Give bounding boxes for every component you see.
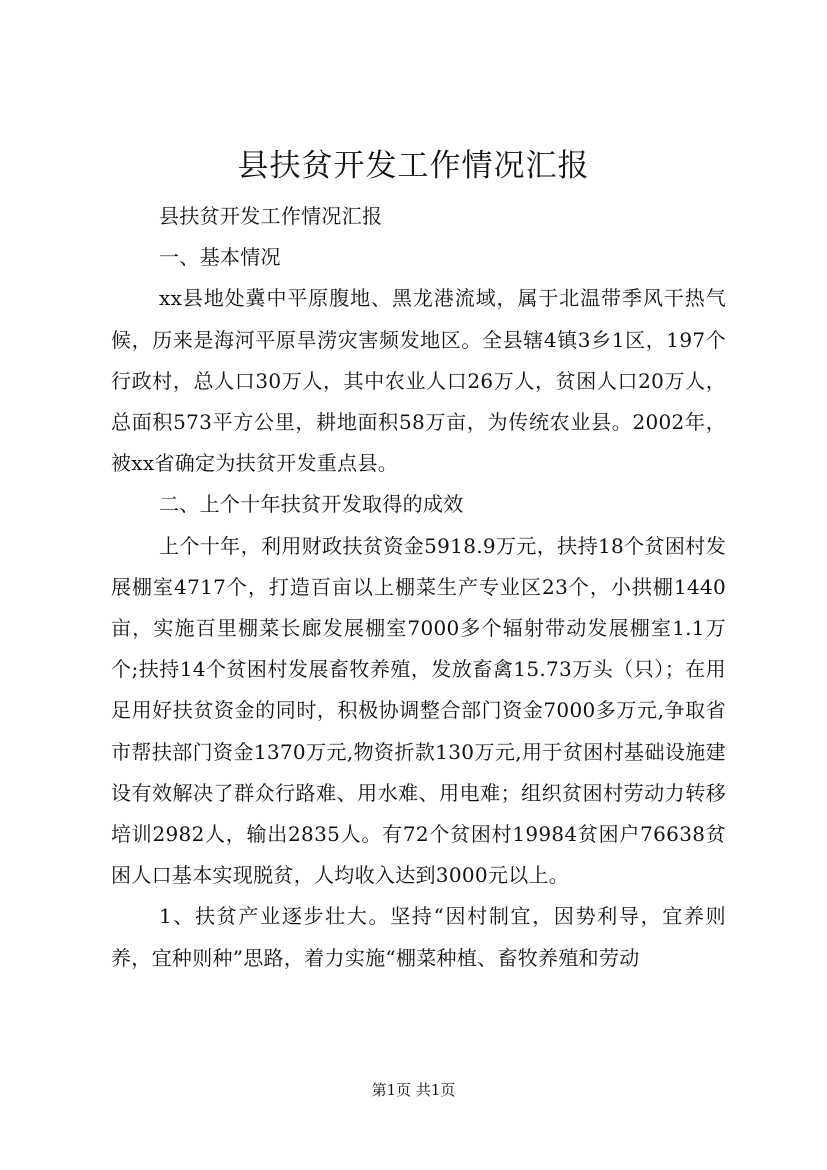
section-heading-basic-situation: 一、基本情况 xyxy=(159,245,281,270)
document-body xyxy=(111,196,726,979)
subtitle-paragraph: 县扶贫开发工作情况汇报 xyxy=(159,204,383,228)
document-title: 县扶贫开发工作情况汇报 xyxy=(237,148,590,184)
body-paragraph: xx县地处冀中平原腹地、黑龙港流域，属于北温带季风干热气候，历来是海河平原旱涝灾害频发地区。全县辖4镇3乡1区，197个行政村，总人口30万人，其中农业人口26万人，贫困人口20万人，总面积573平方公里，耕地面积58万亩，为传统农业县。2002年，被xx省确定为扶贫开发重点县。 xyxy=(111,286,726,476)
body-paragraph: 1、扶贫产业逐步壮大。坚持“因村制宜，因势利导，宜养则养，宜种则种”思路，着力实施“棚菜种植、畜牧养殖和劳动 xyxy=(111,904,726,970)
body-paragraph: 上个十年，利用财政扶贫资金5918.9万元，扶持18个贫困村发展棚室4717个，打造百亩以上棚菜生产专业区23个，小拱棚1440亩，实施百里棚菜长廊发展棚室7000多个辐射带动发展棚室1.1万个;扶持14个贫困村发展畜牧养殖，发放畜禽15.73万头（只）；在用足用好扶贫资金的同时，积极协调整合部门资金7000多万元,争取省市帮扶部门资金1370万元,物资折款130万元,用于贫困村基础设施建设有效解决了群众行路难、用水难、用电难；组织贫困村劳动力转移培训2982人，输出2835人。有72个贫困村19984贫困户76638贫困人口基本实现脱贫，人均收入达到3000元以上。 xyxy=(111,533,726,888)
section-heading-achievements: 二、上个十年扶贫开发取得的成效 xyxy=(159,492,464,517)
page-footer: 第1页 共1页 xyxy=(371,1081,456,1099)
